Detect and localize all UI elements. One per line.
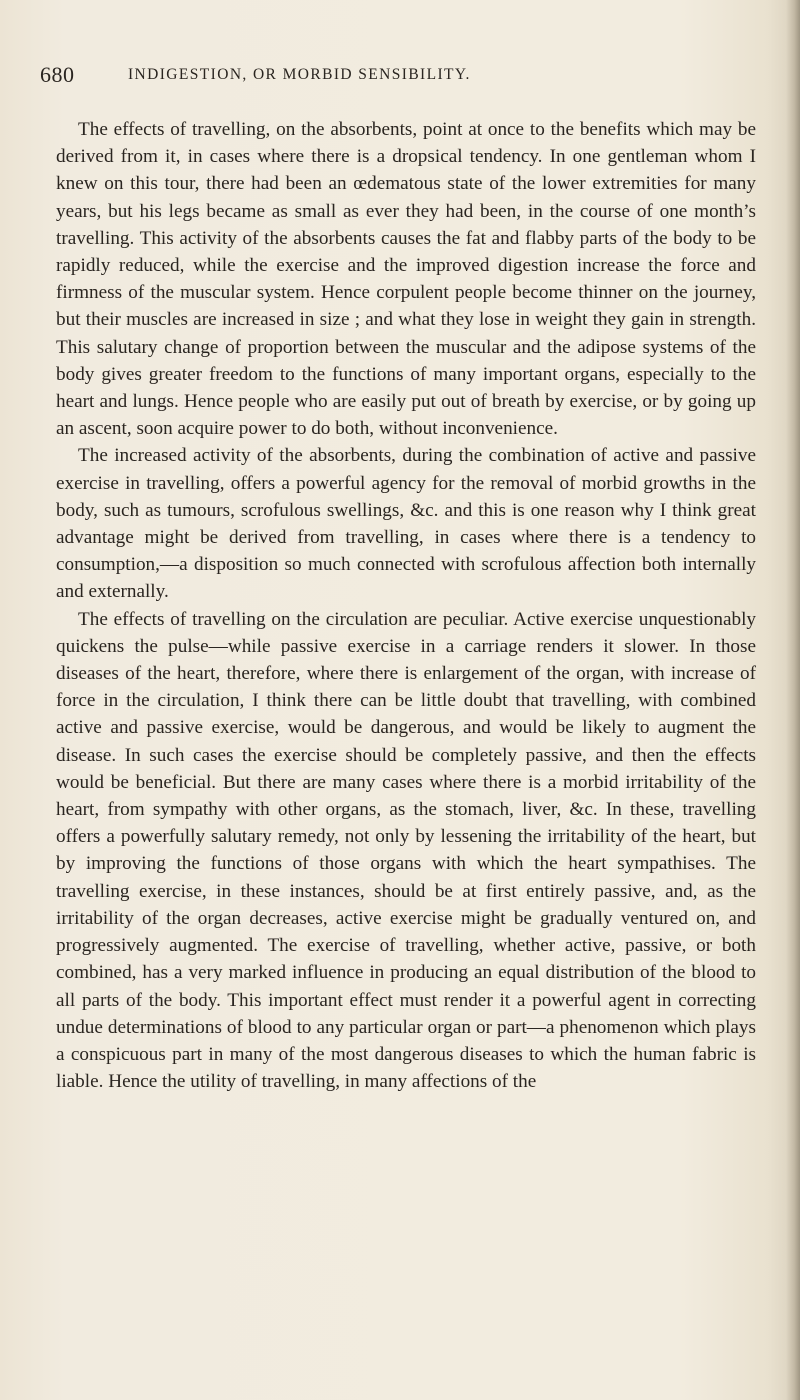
body-text bbox=[56, 116, 756, 1095]
paragraph-morbid-growths: The increased activity of the absorbents, during the combination of active and passive exercise in travelling, offers a powerful agency for the removal of morbid growths in the body, such as tumours, scrofulous swellings, &c. and this is one reason why I think great advantage might be derived from travelling, in cases where there is a tendency to consumption,—a disposition so much connected with scrofulous affection both internally and externally. bbox=[56, 445, 756, 603]
page-header bbox=[40, 62, 760, 92]
running-head: INDIGESTION, OR MORBID SENSIBILITY. bbox=[128, 66, 471, 83]
paragraph-circulation: The effects of travelling on the circulation are peculiar. Active exercise unquestionably quickens the pulse—while passive exercise in a carriage renders it slower. In those diseases of the heart, therefore, where there is enlargement of the organ, with increase of force in the circulation, I think there can be little doubt that travelling, with combined active and passive exercise, would be dangerous, and would be likely to augment the disease. In such cases the exercise should be completely passive, and then the effects would be beneficial. But there are many cases where there is a morbid irritability of the heart, from sympathy with other organs, as the stomach, liver, &c. In these, travelling offers a powerfully salutary remedy, not only by lessening the irritability of the heart, but by improving the functions of those organs with which the heart sympathises. The travelling exercise, in these instances, should be at first entirely passive, and, as the irritability of the organ decreases, active exercise might be gradually ventured on, and progressively augmented. The exercise of travelling, whether active, passive, or both combined, has a very marked influence in producing an equal distribution of the blood to all parts of the body. This important effect must render it a powerful agent in correcting undue determinations of blood to any particular organ or part—a phenomenon which plays a conspicuous part in many of the most dangerous diseases to which the human fabric is liable. Hence the utility of travelling, in many affections of the bbox=[56, 608, 756, 1093]
paragraph-absorbents: The effects of travelling, on the absorbents, point at once to the benefits which may be derived from it, in cases where there is a dropsical tendency. In one gentleman whom I knew on this tour, there had been an œdematous state of the lower extremities for many years, but his legs became as small as ever they had been, in the course of one month’s travelling. This activity of the absorbents causes the fat and flabby parts of the body to be rapidly reduced, while the exercise and the improved digestion increase the force and firmness of the muscular system. Hence corpulent people become thinner on the journey, but their muscles are increased in size ; and what they lose in weight they gain in strength. This salutary change of proportion between the muscular and the adipose systems of the body gives greater freedom to the functions of many important organs, especially to the heart and lungs. Hence people who are easily put out of breath by exercise, or by going up an ascent, soon acquire power to do both, without inconvenience. bbox=[56, 119, 756, 440]
page-number: 680 bbox=[40, 62, 75, 87]
page-edge-shadow bbox=[786, 0, 800, 1400]
